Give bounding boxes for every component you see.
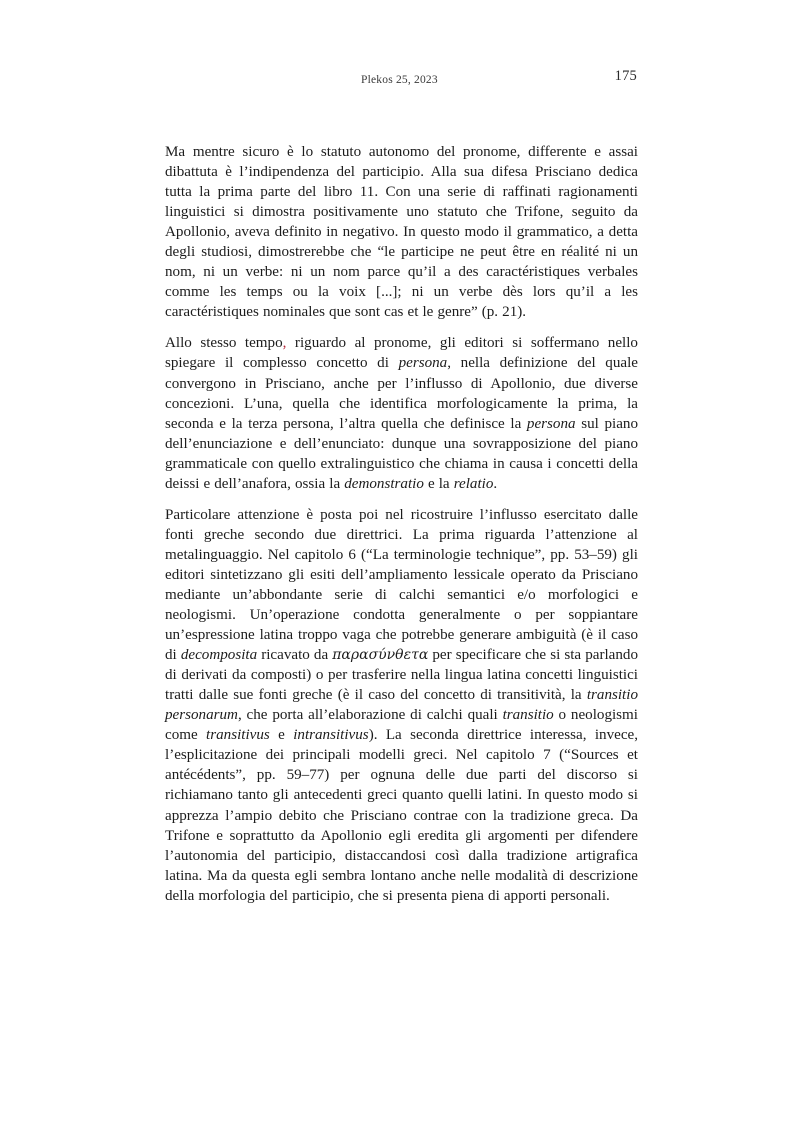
paragraph-1: Ma mentre sicuro è lo statuto autonomo del pronome, differente e assai dibattuta è l’indipendenza del participio. Alla sua difesa Prisciano dedica tutta la prima parte del libro 11. Con una serie di raffinati ragionamenti linguistici si dimostra positivamente uno statuto che Trifone, seguito da Apollonio, aveva definito in negativo. In questo modo il grammatico, a detta degli studiosi, dimostrerebbe che “le participe ne peut être en réalité ni un nom, ni un verbe: ni un nom parce qu’il a des caractéristiques verbales comme les temps ou la voix [...]; ni un verbe dès lors qu’il a les caractéristiques nominales que sont cas et le genre” (p. 21).	[165, 144, 638, 321]
paragraph-2: Allo stesso tempo, riguardo al pronome, gli editori si soffermano nello spiegare il complesso concetto di persona, nella definizione del quale convergono in Prisciano, anche per l’influsso di Apollonio, due diverse concezioni. L’una, quella che identifica morfologicamente la prima, la seconda e la terza persona, l’altra quella che definisce la persona sul piano dell’enunciazione e dell’enunciato: dunque una sovrapposizione del piano grammaticale con quello extralinguistico che chiama in causa i concetti della deissi e dell’anafora, ossia la demonstratio e la relatio.	[165, 335, 638, 492]
body-text-block	[165, 142, 638, 906]
running-head	[165, 68, 637, 92]
page-number: 175	[614, 68, 637, 84]
italic-term-decomposita: decomposita	[180, 647, 258, 664]
running-head-title: Plekos 25, 2023	[361, 74, 438, 86]
greek-term-parasyntheta: παρασύνθετα	[332, 647, 429, 664]
italic-term-intransitivus: intransitivus	[293, 727, 369, 744]
italic-term-persona: persona	[398, 355, 448, 372]
italic-term-transitio-personarum: transitio personarum	[165, 687, 638, 724]
italic-term-persona-2: persona	[526, 415, 576, 432]
italic-term-transitivus: transitivus	[206, 727, 270, 744]
italic-term-demonstratio: demonstratio	[344, 475, 424, 492]
paragraph-3: Particolare attenzione è posta poi nel ricostruire l’influsso esercitato dalle fonti greche secondo due direttrici. La prima riguarda l’attenzione al metalinguaggio. Nel capitolo 6 (“La terminologie technique”, pp. 53–59) gli editori sintetizzano gli esiti dell’ampliamento lessicale operato da Prisciano mediante un’abbondante serie di calchi semantici e/o morfologici e neologismi. Un’operazione condotta generalmente o per soppiantare un’espressione latina troppo vaga che potrebbe generare ambiguità (è il caso di decomposita ricavato da παρασύνθετα per specificare che si sta parlando di derivati da composti) o per trasferire nella lingua latina concetti linguistici tratti dalle sue fonti greche (è il caso del concetto di transitività, la transitio personarum, che porta all’elaborazione di calchi quali transitio o neologismi come transitivus e intransitivus). La seconda direttrice interessa, invece, l’esplicitazione dei principali modelli greci. Nel capitolo 7 (“Sources et antécédents”, pp. 59–77) per ognuna delle due parti del discorso si richiamano tanto gli antecedenti greci quanto quelli latini. In questo modo si apprezza l’ampio debito che Prisciano contrae con la tradizione greca. Da Trifone e soprattutto da Apollonio egli eredita gli argomenti per difendere l’autonomia del participio, distaccandosi così dalla tradizione artigrafica latina. Ma da questa egli sembra lontano anche nelle modalità di descrizione della morfologia del participio, che si presenta piena di apporti personali.	[165, 506, 639, 904]
italic-term-transitio: transitio	[502, 707, 554, 724]
ink-artifact-comma: ,	[282, 335, 287, 352]
italic-term-relatio: relatio	[453, 475, 494, 492]
